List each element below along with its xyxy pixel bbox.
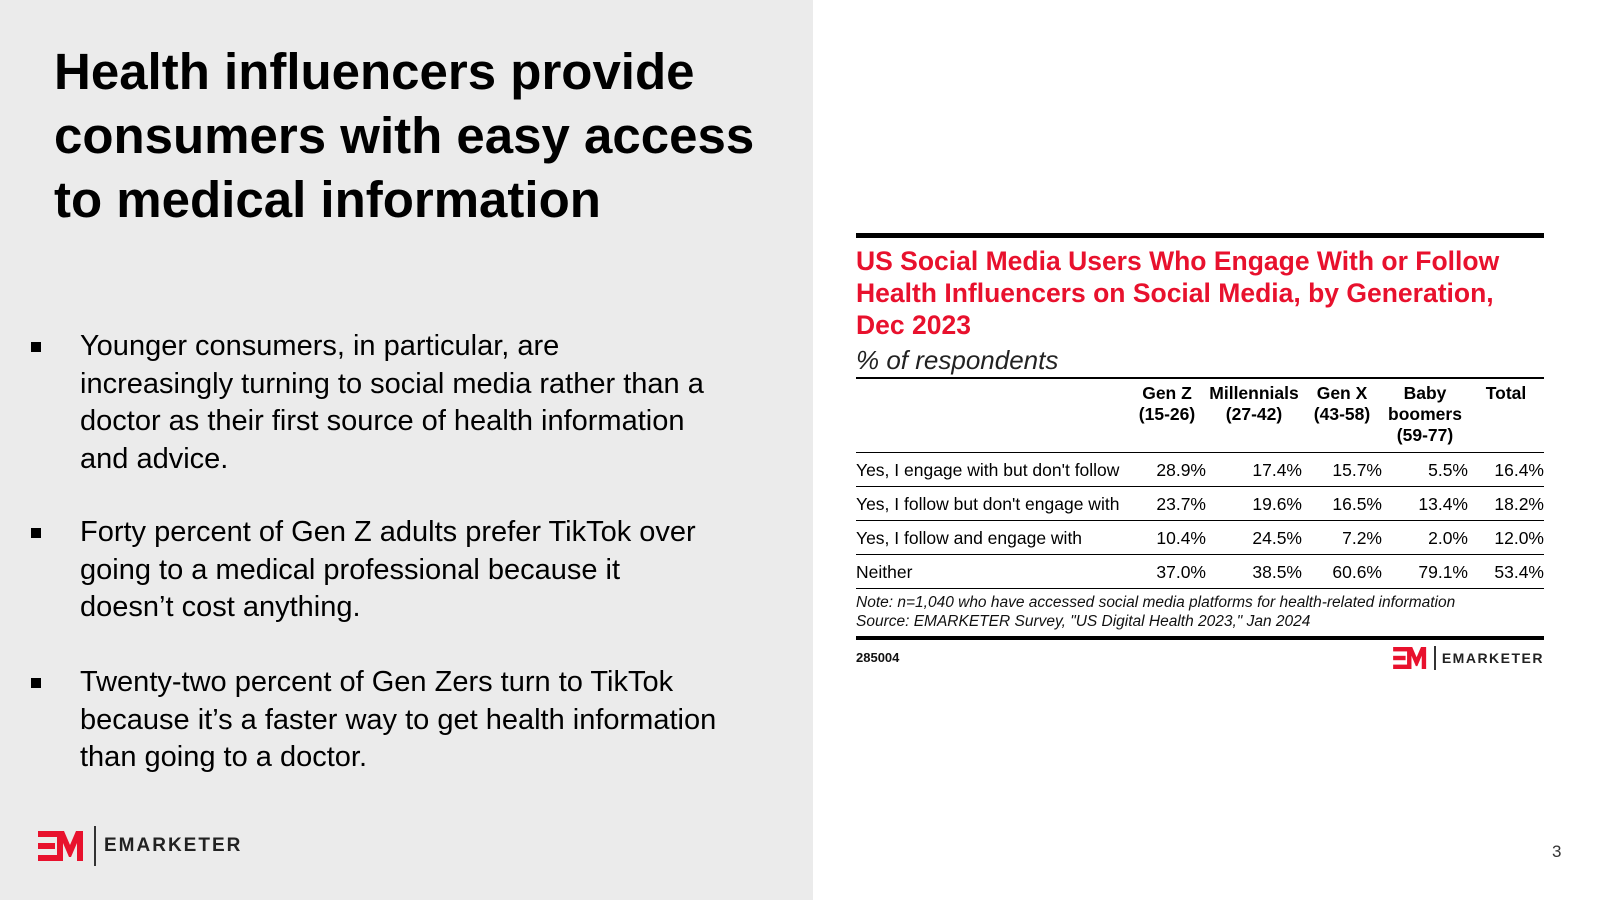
column-header-line: Millennials (1209, 382, 1299, 403)
chart-note (856, 593, 1544, 631)
bullet-text: Younger consumers, in particular, are increasingly turning to social media rather than a doctor as their first source of health information and advice. (80, 330, 704, 475)
bullet-text: Twenty-two percent of Gen Zers turn to TikTok because it’s a faster way to get health information than going to a doctor. (80, 666, 717, 773)
table-cell: 18.2% (1468, 486, 1544, 520)
column-header-line: Total (1485, 382, 1527, 403)
table-row (856, 554, 1544, 588)
row-label: Yes, I engage with but don't follow (856, 452, 1128, 486)
chart-id: 285004 (856, 649, 900, 665)
page-number: 3 (1552, 842, 1562, 861)
column-header (1206, 379, 1302, 453)
bullet-square-icon (31, 342, 41, 352)
column-header (1468, 379, 1544, 453)
data-table (856, 379, 1544, 589)
table-cell: 37.0% (1128, 554, 1206, 588)
table-cell: 2.0% (1382, 520, 1468, 554)
table-cell: 23.7% (1128, 486, 1206, 520)
chart-card (856, 233, 1544, 670)
column-header-line: Baby (1403, 382, 1447, 403)
logo-divider (94, 826, 96, 866)
bullet-square-icon (31, 678, 41, 688)
em-logo-icon (38, 831, 84, 861)
table-cell: 5.5% (1382, 452, 1468, 486)
table-cell: 12.0% (1468, 520, 1544, 554)
source-text: Source: EMARKETER Survey, "US Digital Health 2023," Jan 2024 (856, 612, 1311, 630)
table-row (856, 486, 1544, 520)
table-cell: 24.5% (1206, 520, 1302, 554)
column-header (1382, 379, 1468, 453)
table-header-row (856, 379, 1544, 453)
chart-top-rule (856, 233, 1544, 238)
logo-wordmark: EMARKETER (104, 835, 243, 856)
column-header-line: (59-77) (1396, 424, 1454, 445)
row-label: Yes, I follow but don't engage with (856, 486, 1128, 520)
table-cell: 28.9% (1128, 452, 1206, 486)
column-header-line: Gen X (1316, 382, 1368, 403)
bullet-square-icon (31, 528, 41, 538)
table-cell: 38.5% (1206, 554, 1302, 588)
chart-subtitle: % of respondents (856, 345, 1059, 375)
table-cell: 16.5% (1302, 486, 1382, 520)
column-header (1302, 379, 1382, 453)
chart-emarketer-logo (1393, 646, 1544, 670)
table-cell: 10.4% (1128, 520, 1206, 554)
table-cell: 7.2% (1302, 520, 1382, 554)
table-cell: 60.6% (1302, 554, 1382, 588)
table-cell: 19.6% (1206, 486, 1302, 520)
logo-divider (1434, 646, 1436, 670)
table-cell: 13.4% (1382, 486, 1468, 520)
table-cell: 16.4% (1468, 452, 1544, 486)
chart-footer (856, 640, 1544, 670)
table-cell: 79.1% (1382, 554, 1468, 588)
logo-wordmark: EMARKETER (1441, 649, 1544, 666)
chart-title: US Social Media Users Who Engage With or Follow Health Influencers on Social Media, by Generation, Dec 2023 (856, 246, 1500, 340)
table-cell: 53.4% (1468, 554, 1544, 588)
column-header-line: (43-58) (1313, 403, 1371, 424)
note-text: Note: n=1,040 who have accessed social media platforms for health-related information (856, 593, 1456, 611)
column-header-line: Gen Z (1142, 382, 1192, 403)
column-header-line: (27-42) (1225, 403, 1283, 424)
emarketer-logo (38, 826, 242, 866)
row-label: Neither (856, 554, 1128, 588)
table-cell: 17.4% (1206, 452, 1302, 486)
table-row (856, 520, 1544, 554)
table-row (856, 452, 1544, 486)
column-header-label (856, 379, 1128, 453)
em-logo-icon (1393, 647, 1427, 669)
column-header-line: boomers (1388, 403, 1462, 424)
table-cell: 15.7% (1302, 452, 1382, 486)
bullet-text: Forty percent of Gen Z adults prefer TikTok over going to a medical professional because it doesn’t cost anything. (80, 516, 696, 623)
slide-title: Health influencers provide consumers with easy access to medical information (54, 43, 755, 228)
column-header-line: (15-26) (1138, 403, 1196, 424)
column-header (1128, 379, 1206, 453)
row-label: Yes, I follow and engage with (856, 520, 1128, 554)
